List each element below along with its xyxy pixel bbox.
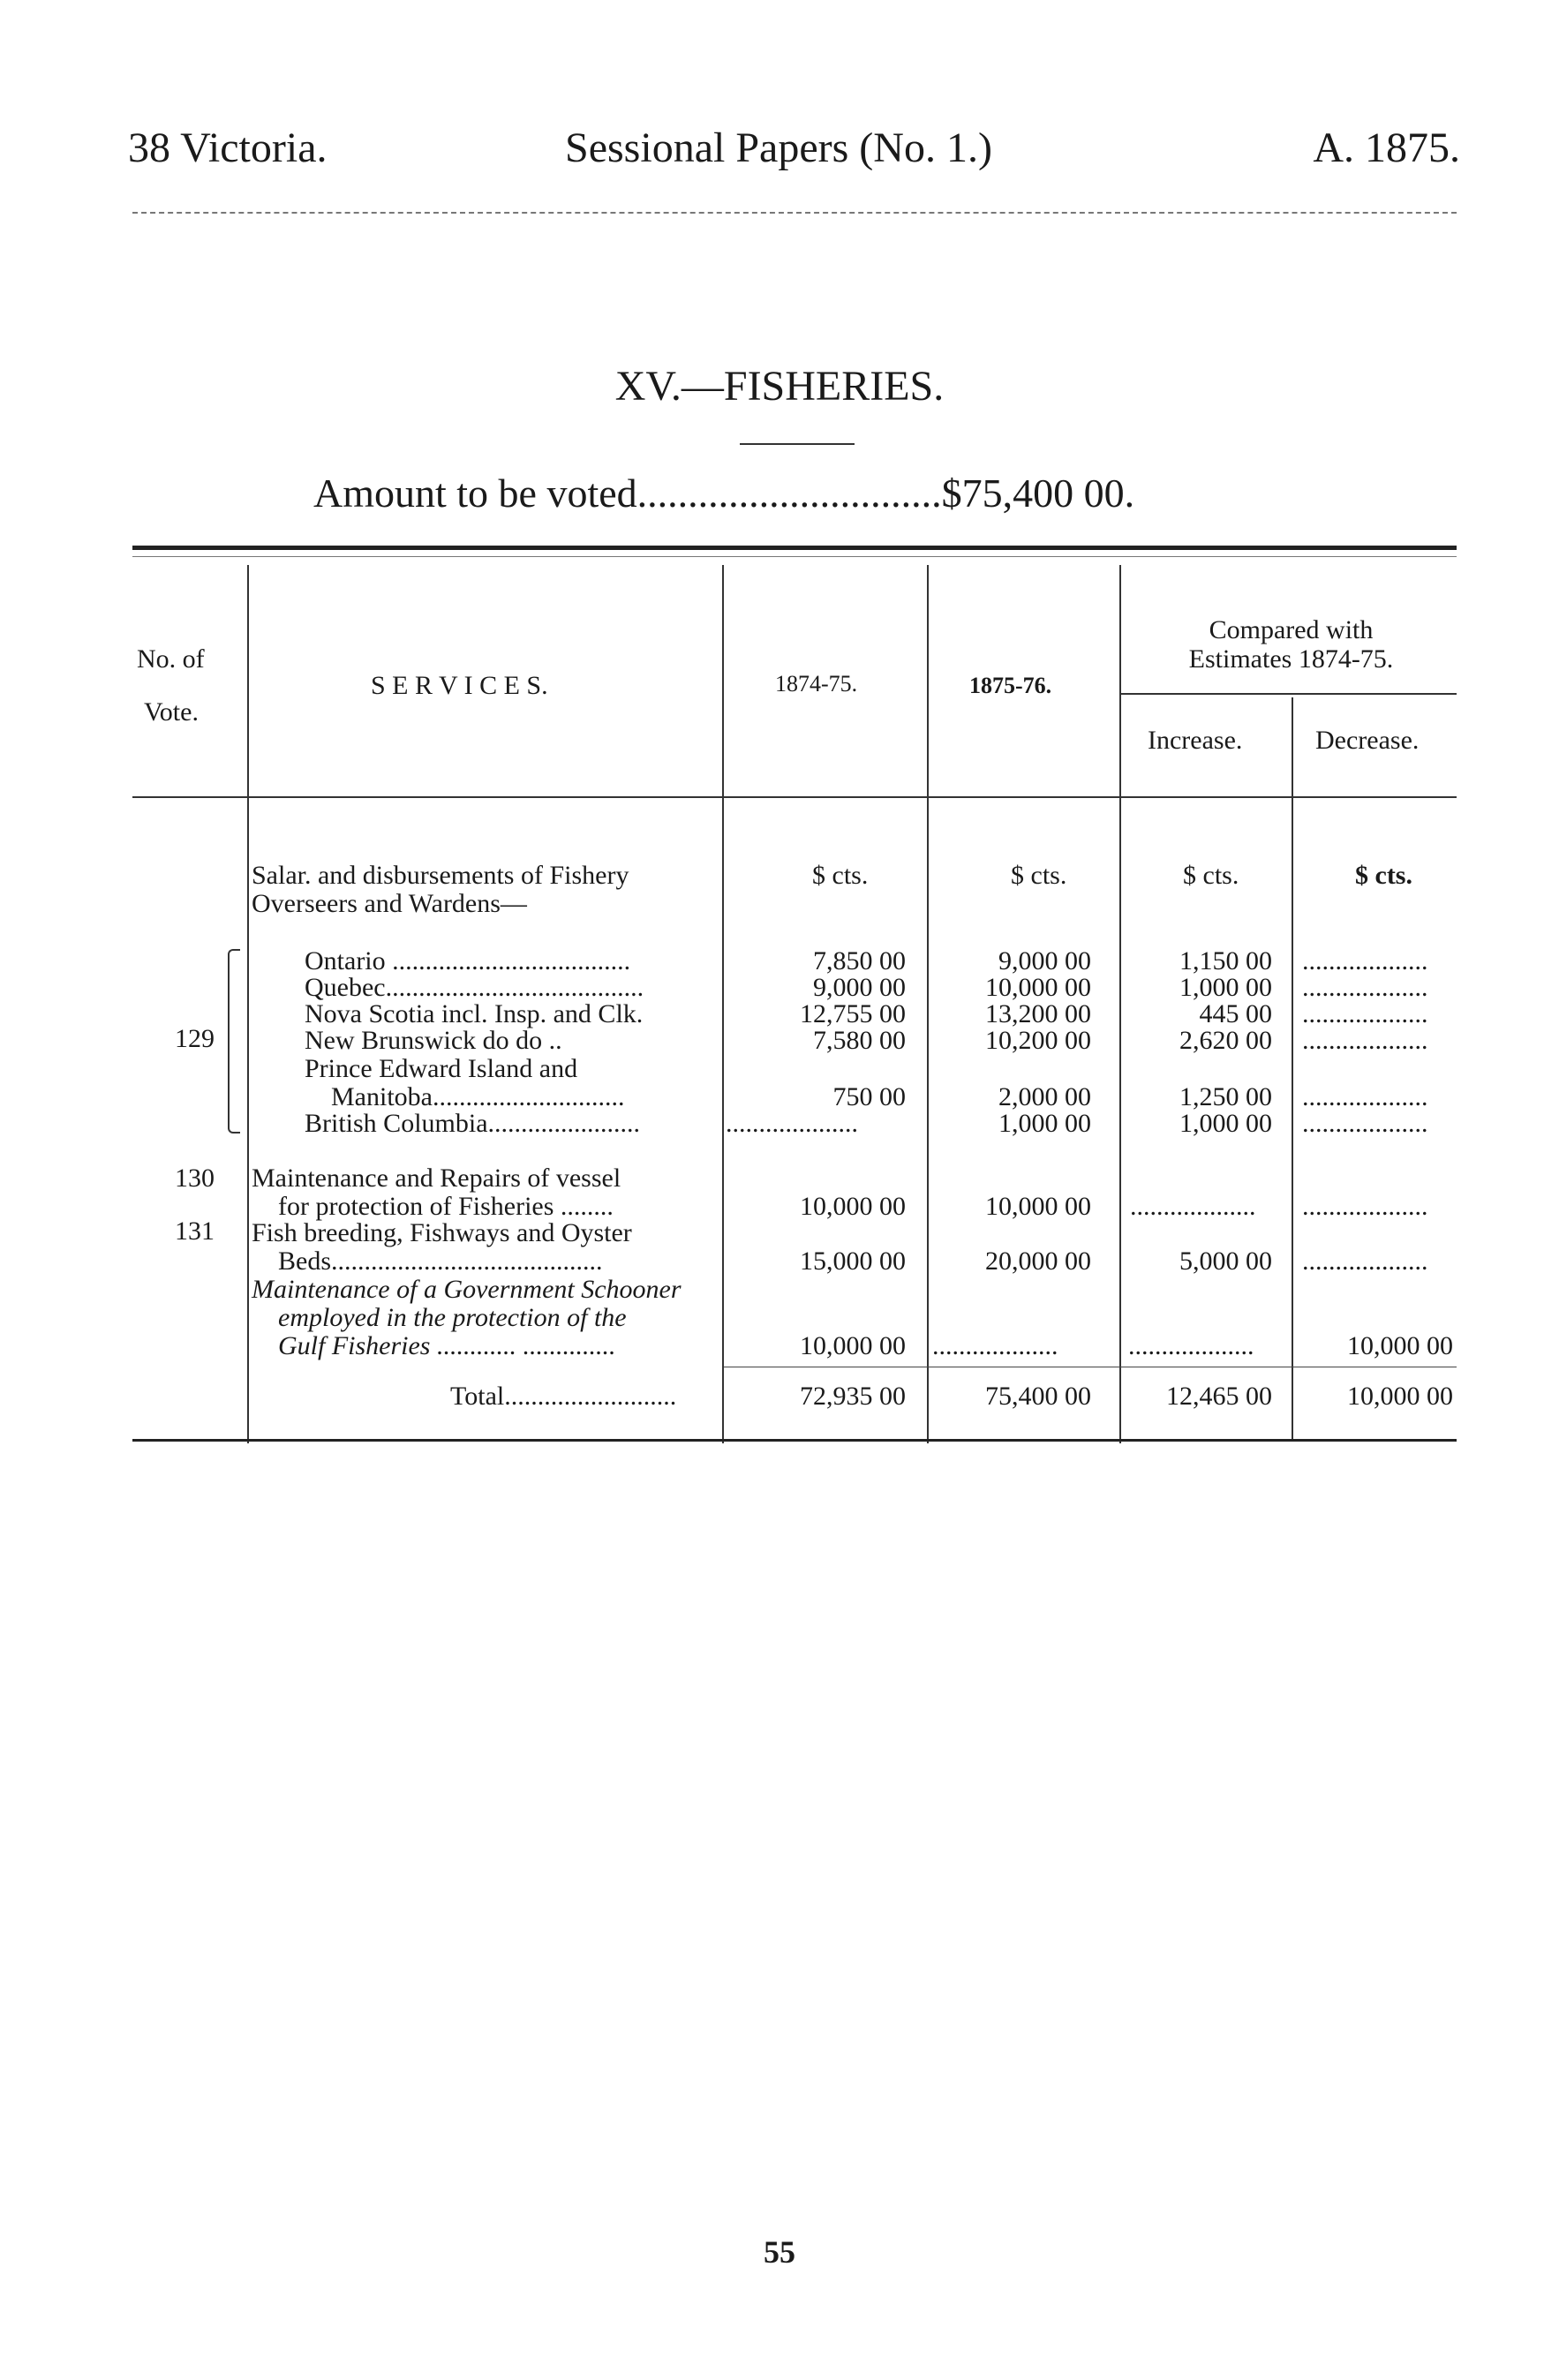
row-new-brunswick-increase: 2,620 00	[1179, 1026, 1272, 1055]
col-header-vote: Vote.	[144, 697, 199, 727]
group-heading-line2: Overseers and Wardens—	[252, 889, 527, 918]
row-nova-scotia-1874: 12,755 00	[800, 999, 906, 1028]
row-fish-breeding-label-line1: Fish breeding, Fishways and Oyster	[252, 1218, 632, 1247]
header-right: A. 1875.	[1313, 124, 1460, 171]
row-fish-breeding-label-line2: Beds.........................................	[278, 1246, 603, 1276]
header-bottom-rule	[132, 796, 1457, 798]
row-schooner-label-line3: Gulf Fisheries ............ ..............	[278, 1331, 616, 1360]
row-vessel-label-line1: Maintenance and Repairs of vessel	[252, 1164, 621, 1193]
row-pei-label-line2: Manitoba.............................	[331, 1082, 625, 1111]
row-pei-decrease: ...................	[1302, 1082, 1428, 1111]
col-line-vote	[247, 565, 249, 1443]
header-rule	[132, 212, 1457, 214]
table-bottom-rule	[132, 1439, 1457, 1442]
row-quebec-1874: 9,000 00	[813, 973, 906, 1002]
row-fish-breeding-1875: 20,000 00	[985, 1246, 1091, 1276]
row-schooner-increase: ...................	[1128, 1331, 1254, 1360]
amount-to-be-voted: Amount to be voted..............................$75,400 00.	[313, 471, 1135, 516]
row-quebec-label: Quebec.......................................	[305, 973, 644, 1002]
col-header-increase: Increase.	[1148, 726, 1243, 755]
row-vessel-decrease: ...................	[1302, 1192, 1428, 1221]
row-fish-breeding-1874: 15,000 00	[800, 1246, 906, 1276]
row-schooner-label-line2: employed in the protection of the	[278, 1303, 627, 1332]
row-vessel-label-line2: for protection of Fisheries ........	[278, 1192, 614, 1221]
unit-increase: $ cts.	[1183, 861, 1239, 890]
col-header-1875-76: 1875-76.	[969, 673, 1052, 698]
row-vessel-1874: 10,000 00	[800, 1192, 906, 1221]
row-british-columbia-1874: ....................	[726, 1109, 858, 1138]
group-heading-line1: Salar. and disbursements of Fishery	[252, 861, 629, 890]
row-quebec-increase: 1,000 00	[1179, 973, 1272, 1002]
title-rule	[740, 443, 855, 445]
row-british-columbia-1875: 1,000 00	[998, 1109, 1091, 1138]
col-line-1874	[927, 565, 929, 1443]
row-pei-1875: 2,000 00	[998, 1082, 1091, 1111]
row-quebec-decrease: ...................	[1302, 973, 1428, 1002]
compared-rule	[1121, 693, 1457, 695]
row-ontario-decrease: ...................	[1302, 946, 1428, 975]
row-new-brunswick-label: New Brunswick do do ..	[305, 1026, 562, 1055]
total-decrease: 10,000 00	[1347, 1382, 1453, 1411]
col-line-services	[722, 565, 724, 1443]
row-ontario-1874: 7,850 00	[813, 946, 906, 975]
header-left: 38 Victoria.	[128, 124, 328, 171]
row-schooner-decrease: 10,000 00	[1347, 1331, 1453, 1360]
col-header-compared-1: Compared with	[1209, 615, 1374, 644]
row-new-brunswick-1874: 7,580 00	[813, 1026, 906, 1055]
row-pei-label-line1: Prince Edward Island and	[305, 1054, 578, 1083]
vote-number-131: 131	[175, 1216, 215, 1246]
row-new-brunswick-decrease: ...................	[1302, 1026, 1428, 1055]
col-header-1874-75: 1874-75.	[775, 671, 858, 697]
row-nova-scotia-label: Nova Scotia incl. Insp. and Clk.	[305, 999, 644, 1028]
unit-decrease: $ cts.	[1355, 861, 1412, 890]
row-vessel-1875: 10,000 00	[985, 1192, 1091, 1221]
row-schooner-1874: 10,000 00	[800, 1331, 906, 1360]
unit-1874: $ cts.	[812, 861, 869, 890]
row-new-brunswick-1875: 10,200 00	[985, 1026, 1091, 1055]
total-increase: 12,465 00	[1166, 1382, 1272, 1411]
col-header-services: S E R V I C E S.	[371, 671, 548, 700]
row-ontario-label: Ontario ....................................	[305, 946, 631, 975]
row-pei-1874: 750 00	[832, 1082, 906, 1111]
table-top-rule-thin	[132, 556, 1457, 557]
col-header-no-of: No. of	[137, 644, 205, 674]
row-quebec-1875: 10,000 00	[985, 973, 1091, 1002]
row-schooner-label-line1: Maintenance of a Government Schooner	[252, 1275, 682, 1304]
col-line-increase	[1292, 697, 1293, 1439]
vote-number-130: 130	[175, 1164, 215, 1193]
row-nova-scotia-increase: 445 00	[1199, 999, 1272, 1028]
row-pei-increase: 1,250 00	[1179, 1082, 1272, 1111]
total-1874: 72,935 00	[800, 1382, 906, 1411]
total-1875: 75,400 00	[985, 1382, 1091, 1411]
row-ontario-1875: 9,000 00	[998, 946, 1091, 975]
unit-1875: $ cts.	[1011, 861, 1067, 890]
row-british-columbia-decrease: ...................	[1302, 1109, 1428, 1138]
row-vessel-increase: ...................	[1130, 1192, 1256, 1221]
page-number: 55	[764, 2234, 795, 2270]
row-nova-scotia-decrease: ...................	[1302, 999, 1428, 1028]
row-fish-breeding-increase: 5,000 00	[1179, 1246, 1272, 1276]
vote-number-129: 129	[175, 1024, 215, 1053]
vote-129-brace	[228, 949, 240, 1134]
col-header-compared-2: Estimates 1874-75.	[1188, 644, 1394, 674]
row-nova-scotia-1875: 13,200 00	[985, 999, 1091, 1028]
row-british-columbia-label: British Columbia.......................	[305, 1109, 641, 1138]
row-ontario-increase: 1,150 00	[1179, 946, 1272, 975]
row-fish-breeding-decrease: ...................	[1302, 1246, 1428, 1276]
table-top-rule	[132, 546, 1457, 550]
col-header-decrease: Decrease.	[1315, 726, 1420, 755]
row-schooner-1875: ...................	[932, 1331, 1058, 1360]
section-title: XV.—FISHERIES.	[614, 363, 945, 410]
row-british-columbia-increase: 1,000 00	[1179, 1109, 1272, 1138]
total-label: Total..........................	[450, 1382, 677, 1411]
header-center: Sessional Papers (No. 1.)	[565, 124, 992, 171]
col-line-1875	[1119, 565, 1121, 1443]
